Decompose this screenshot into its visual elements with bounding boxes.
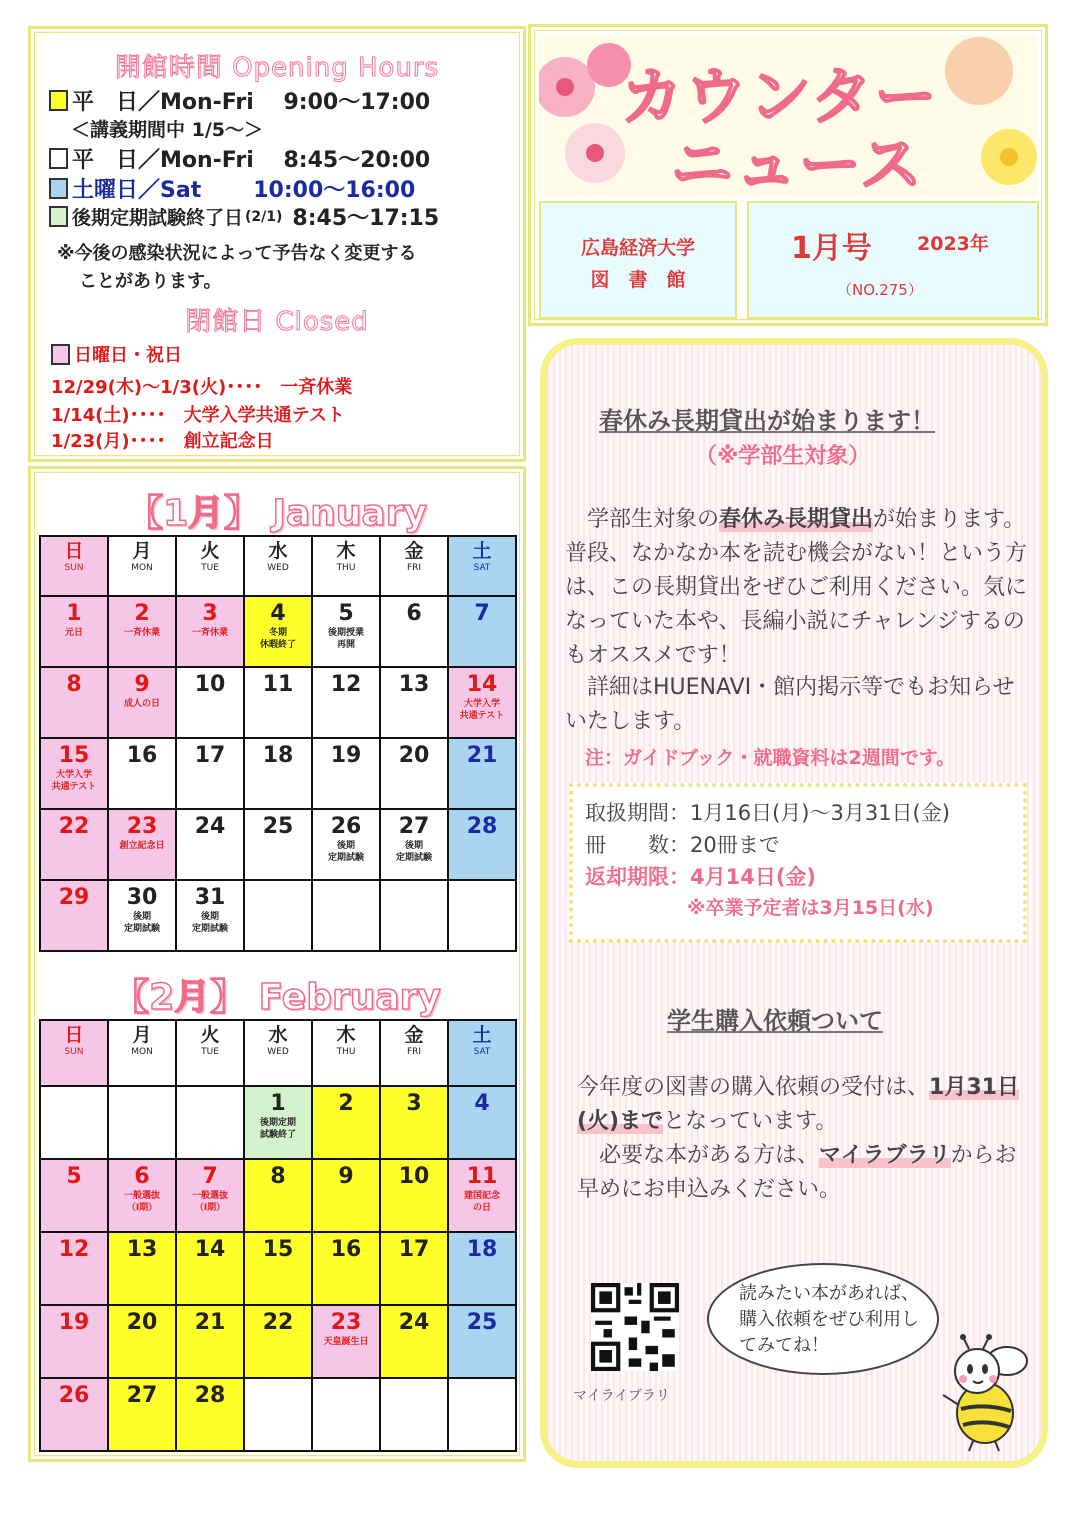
loan-count: 冊 数：20冊まで (585, 833, 780, 857)
weekday-header-cell (108, 536, 176, 596)
day-number: 31 (194, 885, 226, 910)
day-cell (108, 1305, 176, 1378)
day-event: 大学入学 共通テスト (459, 699, 505, 721)
issue-cell (747, 201, 1039, 319)
day-number: 10 (398, 1164, 430, 1189)
day-number: 3 (202, 601, 218, 626)
yellow-swatch-icon (49, 90, 68, 111)
day-event: 後期 定期試験 (123, 912, 160, 934)
day-cell (312, 1378, 380, 1451)
library-name-line1: 広島経済大学 (580, 237, 695, 259)
day-event: 創立記念日 (119, 841, 165, 851)
day-cell (312, 1305, 380, 1378)
day-cell (380, 880, 448, 951)
title-banner (539, 35, 1037, 197)
january-title: 【1月】 January (126, 493, 428, 534)
day-cell (176, 1159, 244, 1232)
day-cell (40, 596, 108, 667)
weekday-en: FRI (406, 1047, 422, 1057)
day-number: 10 (194, 672, 226, 697)
purchase-paragraph: 今年度の図書の購入依頼の受付は、1月31日(火)までとなっています。 (577, 1075, 1019, 1134)
day-cell (312, 596, 380, 667)
day-cell (380, 1378, 448, 1451)
weekday-en: SUN (64, 563, 84, 573)
day-cell (448, 738, 516, 809)
weekday-en: MON (131, 563, 153, 573)
hours-note-line2: ことがあります。 (79, 271, 222, 292)
day-cell (448, 809, 516, 880)
day-event: 後期授業 再開 (327, 628, 364, 650)
closed-title: 閉館日 Closed (185, 307, 369, 337)
day-cell (448, 1378, 516, 1451)
day-number: 15 (58, 743, 90, 768)
day-cell (380, 596, 448, 667)
day-number: 18 (466, 1237, 498, 1262)
weekday-en: WED (267, 563, 289, 573)
closed-row-holidays: 日曜日・祝日 (51, 341, 182, 367)
january-calendar (39, 535, 517, 952)
green-swatch-icon (49, 206, 68, 227)
weekday-header-cell (448, 1020, 516, 1086)
day-number: 28 (466, 814, 498, 839)
day-cell (40, 1378, 108, 1451)
february-calendar (39, 1019, 517, 1452)
week-row (40, 738, 516, 809)
weekday-header-cell (380, 1020, 448, 1086)
day-cell (380, 738, 448, 809)
hours-row-saturday: 土曜日／Sat 10:00～16:00 (49, 173, 415, 204)
day-cell (244, 1305, 312, 1378)
blue-swatch-icon (49, 178, 68, 199)
opening-hours-title: 開館時間 Opening Hours (114, 53, 440, 83)
day-cell (448, 1305, 516, 1378)
day-cell (244, 667, 312, 738)
day-cell (448, 1159, 516, 1232)
day-number: 23 (126, 814, 158, 839)
day-cell (244, 738, 312, 809)
day-number: 28 (194, 1383, 226, 1408)
day-cell (312, 667, 380, 738)
weekday-jp: 日 (64, 1024, 84, 1046)
day-event: 建国記念 の日 (463, 1191, 500, 1213)
weekday-jp: 日 (64, 540, 84, 562)
day-number: 30 (126, 885, 158, 910)
weekday-header-cell (40, 536, 108, 596)
weekday-header-cell (448, 536, 516, 596)
weekday-jp: 金 (404, 1024, 424, 1046)
speech-bubble-text: 読みたい本があれば、購入依頼をぜひ利用してみてね！ (739, 1283, 919, 1356)
day-event: 一般選抜 （Ⅰ期） (123, 1191, 160, 1213)
weekday-header-cell (244, 1020, 312, 1086)
day-cell (108, 1232, 176, 1305)
day-cell (176, 880, 244, 951)
day-number: 20 (398, 743, 430, 768)
day-number: 29 (58, 885, 90, 910)
day-number: 23 (330, 1310, 362, 1335)
day-cell (108, 1378, 176, 1451)
day-number: 11 (262, 672, 294, 697)
february-title: 【2月】 February (113, 977, 441, 1018)
closed-item: 1/14(土)････ 大学入学共通テスト (51, 405, 345, 426)
day-cell (312, 809, 380, 880)
hours-row-exam-end: 後期定期試験終了日 (2/1) 8:45～17:15 (49, 201, 439, 232)
weekday-header-cell (176, 1020, 244, 1086)
day-number: 1 (270, 1091, 286, 1116)
day-number: 12 (330, 672, 362, 697)
hours-row-weekday: 平 日／Mon-Fri 9:00～17:00 (49, 85, 430, 116)
purchase-request-heading: 学生購入依頼ついて (667, 1007, 883, 1035)
day-cell (108, 1086, 176, 1159)
issue-year: 2023年 (917, 233, 989, 255)
weekday-en: TUE (201, 1047, 219, 1057)
newsletter-header (528, 24, 1048, 326)
day-number: 20 (126, 1310, 158, 1335)
banner-title-line1: カウンター (621, 60, 939, 133)
library-name-cell (539, 201, 737, 319)
day-number: 27 (126, 1383, 158, 1408)
day-cell (176, 809, 244, 880)
weekday-en: WED (267, 1047, 289, 1057)
day-number: 9 (338, 1164, 354, 1189)
day-cell (40, 880, 108, 951)
day-event: 大学入学 共通テスト (51, 770, 97, 792)
day-number: 17 (194, 743, 226, 768)
spring-loan-heading: 春休み長期貸出が始まります！ (599, 407, 935, 435)
day-cell (312, 738, 380, 809)
day-number: 19 (330, 743, 362, 768)
day-number: 26 (330, 814, 362, 839)
day-event: 一般選抜 （Ⅰ期） (191, 1191, 228, 1213)
day-event: 後期 定期試験 (395, 841, 432, 863)
day-number: 3 (406, 1091, 422, 1116)
weekday-jp: 金 (404, 540, 424, 562)
week-row (40, 1086, 516, 1159)
week-row (40, 1378, 516, 1451)
day-number: 21 (194, 1310, 226, 1335)
day-number: 19 (58, 1310, 90, 1335)
weekday-jp: 土 (472, 540, 492, 562)
day-event: 元日 (64, 628, 83, 638)
day-cell (40, 667, 108, 738)
day-cell (176, 1232, 244, 1305)
day-cell (176, 738, 244, 809)
day-number: 15 (262, 1237, 294, 1262)
loan-info-box (569, 783, 1027, 943)
guidebook-warning: 注：ガイドブック・就職資料は2週間です。 (585, 747, 956, 769)
day-cell (176, 1086, 244, 1159)
weekday-header-cell (312, 536, 380, 596)
day-number: 17 (398, 1237, 430, 1262)
issue-number: （NO.275） (837, 281, 923, 299)
day-cell (176, 1305, 244, 1378)
weekday-header-cell (108, 1020, 176, 1086)
day-number: 2 (338, 1091, 354, 1116)
day-cell (380, 1305, 448, 1378)
week-row (40, 1305, 516, 1378)
day-cell (448, 1232, 516, 1305)
day-number: 16 (126, 743, 158, 768)
banner-title-line2: ニュース (671, 128, 924, 197)
week-row (40, 596, 516, 667)
day-number: 5 (338, 601, 354, 626)
day-cell (108, 667, 176, 738)
week-row (40, 809, 516, 880)
day-number: 18 (262, 743, 294, 768)
weekday-header-cell (312, 1020, 380, 1086)
day-event: 後期 定期試験 (327, 841, 364, 863)
day-number: 14 (466, 672, 498, 697)
day-cell (40, 738, 108, 809)
white-swatch-icon (49, 148, 68, 169)
day-number: 5 (66, 1164, 82, 1189)
weekday-header-cell (176, 536, 244, 596)
day-cell (244, 596, 312, 667)
day-cell (312, 1086, 380, 1159)
week-row (40, 667, 516, 738)
qr-code-icon[interactable] (591, 1283, 679, 1371)
calendar-panel (28, 466, 526, 1462)
day-number: 4 (474, 1091, 490, 1116)
weekday-en: FRI (406, 563, 422, 573)
day-cell (176, 1378, 244, 1451)
qr-pattern-icon (591, 1283, 679, 1371)
day-number: 14 (194, 1237, 226, 1262)
weekday-en: TUE (201, 563, 219, 573)
day-cell (380, 1232, 448, 1305)
pink-swatch-icon (51, 344, 70, 365)
closed-item: 12/29(木)～1/3(火)････ 一斉休業 (51, 377, 353, 398)
day-number: 24 (194, 814, 226, 839)
day-cell (380, 1159, 448, 1232)
day-event: 後期 定期試験 (191, 912, 228, 934)
day-cell (380, 809, 448, 880)
day-number: 6 (134, 1164, 150, 1189)
day-number: 27 (398, 814, 430, 839)
day-number: 7 (474, 601, 490, 626)
weekday-jp: 火 (200, 540, 220, 562)
day-number: 9 (134, 672, 150, 697)
weekday-jp: 水 (268, 540, 288, 562)
loan-period: 取扱期間：1月16日(月)～3月31日(金) (585, 801, 950, 825)
week-row (40, 1232, 516, 1305)
day-cell (312, 880, 380, 951)
weekday-en: MON (131, 1047, 153, 1057)
day-cell (40, 1232, 108, 1305)
day-cell (176, 667, 244, 738)
weekday-en: SAT (473, 563, 491, 573)
day-cell (176, 596, 244, 667)
weekday-jp: 火 (200, 1024, 220, 1046)
return-deadline: 返却期限：4月14日(金) (585, 865, 817, 889)
day-number: 12 (58, 1237, 90, 1262)
weekday-header-row (40, 536, 516, 596)
weekday-header-row (40, 1020, 516, 1086)
day-cell (380, 1086, 448, 1159)
week-row (40, 1159, 516, 1232)
day-number: 11 (466, 1164, 498, 1189)
day-number: 25 (262, 814, 294, 839)
day-cell (244, 809, 312, 880)
day-cell (108, 596, 176, 667)
day-number: 22 (58, 814, 90, 839)
day-event: 成人の日 (123, 699, 160, 709)
weekday-jp: 木 (336, 1024, 356, 1046)
day-cell (448, 880, 516, 951)
bee-mascot-icon (935, 1333, 1035, 1453)
mylibrary-paragraph: 必要な本がある方は、マイラブラリからお早めにお申込みください。 (577, 1143, 1017, 1202)
day-number: 24 (398, 1310, 430, 1335)
day-event: 一斉休業 (191, 628, 228, 638)
weekday-jp: 月 (132, 540, 152, 562)
day-cell (40, 809, 108, 880)
weekday-jp: 木 (336, 540, 356, 562)
weekday-header-cell (380, 536, 448, 596)
day-number: 22 (262, 1310, 294, 1335)
day-event: 後期定期 試験終了 (259, 1118, 296, 1140)
weekday-jp: 月 (132, 1024, 152, 1046)
day-cell (244, 1232, 312, 1305)
day-number: 8 (66, 672, 82, 697)
day-number: 25 (466, 1310, 498, 1335)
day-cell (244, 1378, 312, 1451)
day-number: 8 (270, 1164, 286, 1189)
day-number: 1 (66, 601, 82, 626)
qr-code-label: マイライブラリ (573, 1388, 670, 1404)
spring-loan-subheading: （※学部生対象） (695, 444, 871, 469)
weekday-header-cell (40, 1020, 108, 1086)
day-number: 2 (134, 601, 150, 626)
day-cell (108, 809, 176, 880)
closed-item: 1/23(月)････ 創立記念日 (51, 431, 274, 452)
issue-month: 1月号 (791, 231, 872, 266)
library-name-line2: 図 書 館 (590, 269, 686, 291)
weekday-en: THU (336, 1047, 356, 1057)
day-cell (40, 1159, 108, 1232)
day-event: 天皇誕生日 (323, 1337, 369, 1347)
day-cell (244, 1159, 312, 1232)
hours-note-line1: ※今後の感染状況によって予告なく変更する (57, 243, 417, 264)
day-cell (448, 596, 516, 667)
day-number: 7 (202, 1164, 218, 1189)
spring-loan-paragraph: 学部生対象の春休み長期貸出が始まります。普段、なかなか本を読む機会がない！という方は、この長期貸出をぜひご利用ください。気になっていた本や、長編小説にチャレンジするのもオススメです！ (565, 507, 1028, 668)
week-row (40, 880, 516, 951)
weekday-en: SUN (64, 1047, 84, 1057)
day-cell (312, 1232, 380, 1305)
day-cell (448, 1086, 516, 1159)
weekday-en: THU (336, 563, 356, 573)
day-number: 13 (398, 672, 430, 697)
hours-row-lecture-period: ＜講義期間中 1/5～＞ (71, 119, 263, 141)
day-cell (448, 667, 516, 738)
hours-row-weekday-lecture: 平 日／Mon-Fri 8:45～20:00 (49, 143, 430, 174)
day-event: 一斉休業 (123, 628, 160, 638)
graduate-deadline: ※卒業予定者は3月15日(水) (687, 897, 934, 919)
weekday-jp: 土 (472, 1024, 492, 1046)
details-paragraph: 詳細はHUENAVI・館内掲示等でもお知らせいたします。 (565, 675, 1015, 734)
day-cell (244, 880, 312, 951)
day-cell (108, 738, 176, 809)
day-cell (40, 1086, 108, 1159)
day-number: 26 (58, 1383, 90, 1408)
day-cell (312, 1159, 380, 1232)
day-number: 21 (466, 743, 498, 768)
speech-bubble (707, 1263, 939, 1375)
day-number: 4 (270, 601, 286, 626)
weekday-en: SAT (473, 1047, 491, 1057)
day-number: 13 (126, 1237, 158, 1262)
weekday-jp: 水 (268, 1024, 288, 1046)
day-number: 16 (330, 1237, 362, 1262)
day-cell (40, 1305, 108, 1378)
day-event: 冬期 休暇終了 (259, 628, 296, 650)
opening-hours-panel (28, 26, 526, 462)
day-cell (380, 667, 448, 738)
day-cell (108, 880, 176, 951)
weekday-header-cell (244, 536, 312, 596)
day-number: 6 (406, 601, 422, 626)
news-panel (540, 338, 1048, 1468)
day-cell (108, 1159, 176, 1232)
day-cell (244, 1086, 312, 1159)
